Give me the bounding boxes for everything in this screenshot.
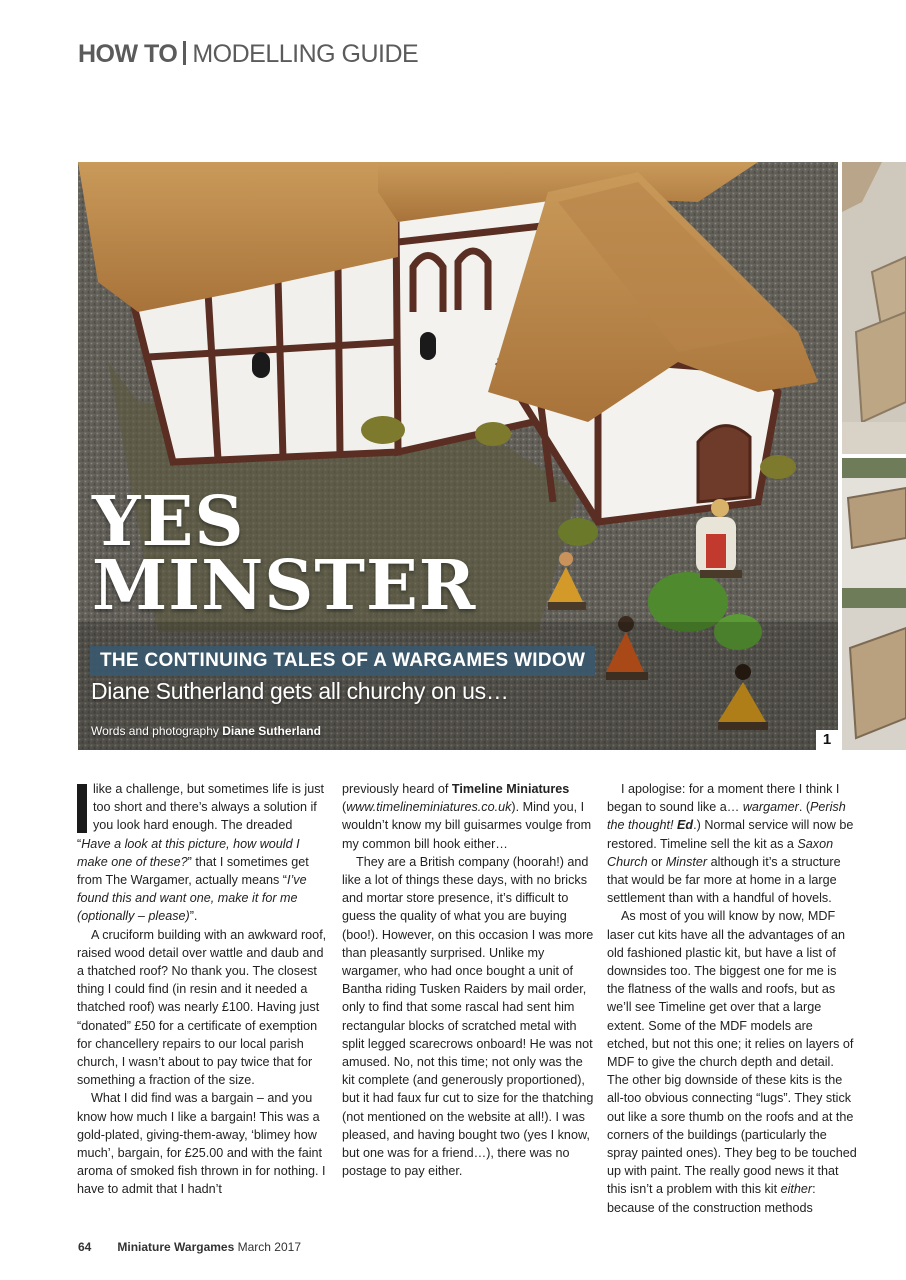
drop-cap-i — [77, 784, 87, 833]
byline-author: Diane Sutherland — [222, 724, 321, 738]
section-header — [78, 40, 418, 69]
paragraph: like a challenge, but sometimes life is just too short and there’s always a solution if you look hard enough. The dreaded “Have a look at this picture, how would I make one of these?” that I sometimes get from The Wargamer, actually means “I’ve found this and want one, make it for me (optionally – please)”. — [77, 782, 324, 924]
issue-date: March 2017 — [237, 1240, 301, 1254]
byline-prefix: Words and photography — [91, 724, 219, 738]
hero-photo — [78, 162, 838, 750]
section-label: HOW TO — [78, 40, 178, 68]
side-photo-bottom — [842, 458, 906, 750]
header-divider — [183, 41, 186, 65]
paragraph: I apologise: for a moment there I think I began to sound like a… wargamer. (Perish the thought! Ed.) Normal service will now be restored. Timeline sell the kit as a Saxon Church or Minster although it’s a structure that would be far more at home in a large settlement than with a handful of hovels. — [607, 782, 854, 906]
title-line-2: MINSTER — [92, 546, 477, 626]
mdf-parts-photo — [842, 162, 906, 454]
article-column-1 — [77, 780, 329, 1199]
article-column-2 — [342, 780, 594, 1180]
article-column-3 — [607, 780, 857, 1217]
editor-note: Ed — [677, 818, 694, 833]
byline — [91, 724, 321, 738]
brand-name: Timeline Miniatures — [451, 782, 570, 796]
paragraph: They are a British company (hoorah!) and like a lot of things these days, with no bricks and mortar store presence, it’s difficult to guess the quality of what you are buying (boo!). However, on this occasion I was more than pleasantly surprised. Unlike my wargamer, who had once bought a unit of Bantha riding Tusken Raiders by mail order, only to find that some rascal had sent him rectangular blocks of scratched metal with split legged scarecrows onboard! He was not amused. No, not this time; not only was the kit complete (and generously proportioned), but it had faux fur cut to size for the thatching (not mentioned on the website at all!). I was pleased, and having bought two (yes I know, but one was for a friend…), there was no postage to pay either. — [342, 854, 594, 1179]
subsection-label: MODELLING GUIDE — [192, 40, 419, 68]
paragraph: previously heard of Timeline Miniatures (www.timelineminiatures.co.uk). Mind you, I wouldn’t know my bill guisarmes voulge from my common bill hook either… — [342, 782, 592, 851]
magazine-name: Miniature Wargames — [117, 1240, 235, 1254]
paragraph: As most of you will know by now, MDF laser cut kits have all the advantages of an old fashioned plastic kit, but have a list of downsides too. The biggest one for me is the flatness of the walls and roofs, but as we’ll see Timeline get over that a large extent. Some of the MDF models are etched, but not this one; it relies on layers of MDF to give the church depth and detail. The other big downside of these kits is the all-too obvious connecting “lugs”. They stick out like a sore thumb on the roofs and at the corners of the buildings (particularly the spray painted ones). They beg to be touched up with paint. The really good news it that this isn’t a problem with this kit either: because of the construction methods — [607, 909, 857, 1215]
series-strapline: THE CONTINUING TALES OF A WARGAMES WIDOW — [90, 646, 595, 676]
website-url: www.timelineminiatures.co.uk — [346, 800, 512, 815]
mdf-parts-photo-2 — [842, 458, 906, 750]
title-line-1: YES — [92, 482, 245, 562]
standfirst: Diane Sutherland gets all churchy on us… — [91, 678, 509, 704]
figure-number: 1 — [816, 730, 838, 750]
page-footer — [78, 1240, 301, 1254]
paragraph: A cruciform building with an awkward roof, raised wood detail over wattle and daub and a thatched roof? No thank you. The closest thing I could find (in resin and it needed a thatched roof) was nearly £100. Having just “donated” £50 for a certificate of exemption for chancellery repairs to our local parish church, I wasn’t about to pay twice that for something a fraction of the size. — [77, 927, 327, 1088]
side-photo-top — [842, 162, 906, 454]
paragraph: What I did find was a bargain – and you know how much I like a bargain! This was a gold-plated, giving-them-away, ‘blimey how much’, bargain, for £25.00 and with the faint aroma of smoked fish thrown in for nothing. I have to admit that I hadn’t — [77, 1091, 326, 1197]
page-number: 64 — [78, 1240, 92, 1254]
article-title — [92, 482, 477, 626]
